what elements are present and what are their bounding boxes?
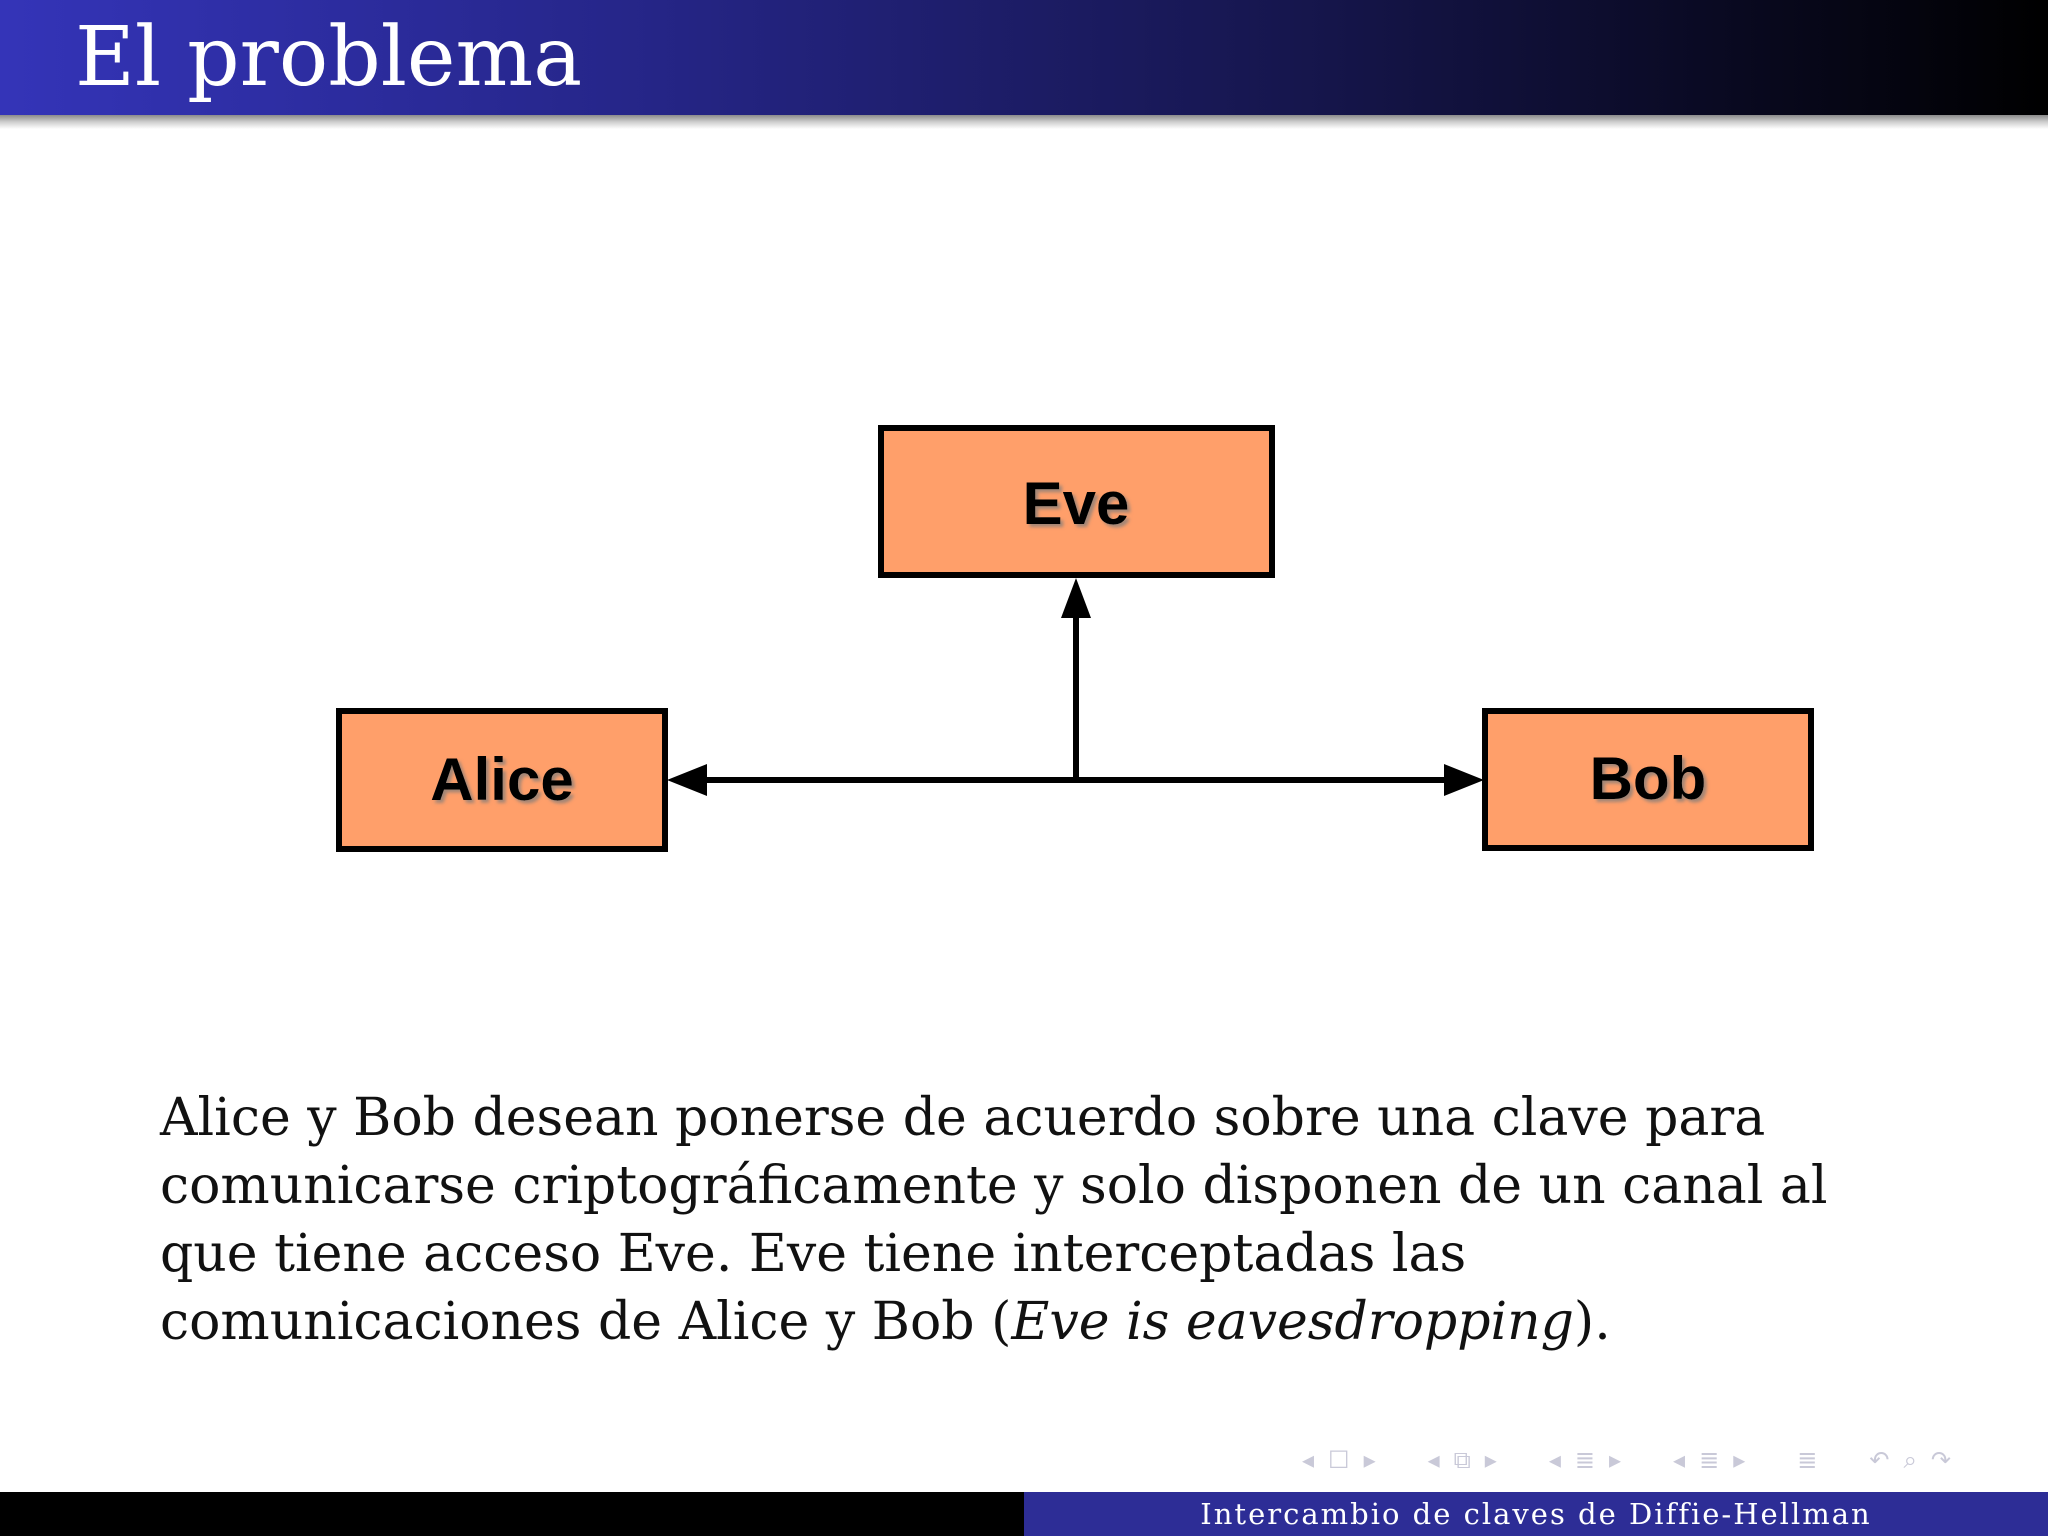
nav-section-group [1542, 1446, 1628, 1474]
nav-frame-icon[interactable]: ☐ [1328, 1446, 1350, 1474]
node-bob [1485, 711, 1811, 848]
nav-doc-icon[interactable]: ≣ [1699, 1446, 1720, 1474]
body-text-italic: Eve is eavesdropping [1011, 1292, 1574, 1352]
nav-subsection-prev-icon[interactable]: ◂ [1427, 1446, 1440, 1474]
nav-subsection-next-icon[interactable]: ▸ [1484, 1446, 1497, 1474]
node-eve [881, 428, 1272, 575]
nav-back-icon[interactable]: ↶ [1869, 1446, 1890, 1474]
nav-frame-next-icon[interactable]: ▸ [1363, 1446, 1376, 1474]
body-text-main: Alice y Bob desean ponerse de acuerdo sobre una clave para comunicarse criptográficamente y solo disponen de un canal al que tiene acceso Eve. Eve tiene interceptadas las comunicaciones de Alice y Bob ( [160, 1088, 1828, 1352]
arrowhead-bob [1444, 764, 1484, 796]
nav-forward-icon[interactable]: ↷ [1930, 1446, 1952, 1474]
nav-appendix-group [1790, 1446, 1824, 1474]
body-paragraph [160, 1084, 1900, 1356]
beamer-navigation-bar [1295, 1440, 2035, 1480]
arrowhead-alice [667, 764, 707, 796]
nav-search-icon[interactable]: ⌕ [1903, 1446, 1917, 1474]
nav-section-prev-icon[interactable]: ◂ [1548, 1446, 1561, 1474]
channel-arrows [700, 610, 1445, 780]
nav-section-icon[interactable]: ≣ [1574, 1446, 1595, 1474]
nav-section-next-icon[interactable]: ▸ [1609, 1446, 1622, 1474]
nav-doc-prev-icon[interactable]: ◂ [1673, 1446, 1686, 1474]
footer-title: Intercambio de claves de Diffie-Hellman [1024, 1492, 2048, 1536]
nav-subsection-icon[interactable]: ⧉ [1453, 1446, 1471, 1474]
arrowhead-eve [1061, 578, 1091, 618]
slide-title: El problema [75, 10, 583, 105]
nav-frame-prev-icon[interactable]: ◂ [1302, 1446, 1315, 1474]
nav-appendix-icon[interactable]: ≣ [1797, 1446, 1818, 1474]
body-text-end: ). [1573, 1292, 1611, 1352]
node-eve-label: Eve [1022, 470, 1130, 537]
nav-subsection-group [1421, 1446, 1504, 1474]
node-alice [339, 711, 665, 849]
node-bob-label: Bob [1589, 745, 1707, 812]
nav-doc-next-icon[interactable]: ▸ [1733, 1446, 1746, 1474]
nav-search-group [1862, 1446, 1958, 1474]
nav-frame-group [1295, 1446, 1383, 1474]
nav-doc-group [1666, 1446, 1752, 1474]
node-alice-label: Alice [430, 746, 574, 813]
